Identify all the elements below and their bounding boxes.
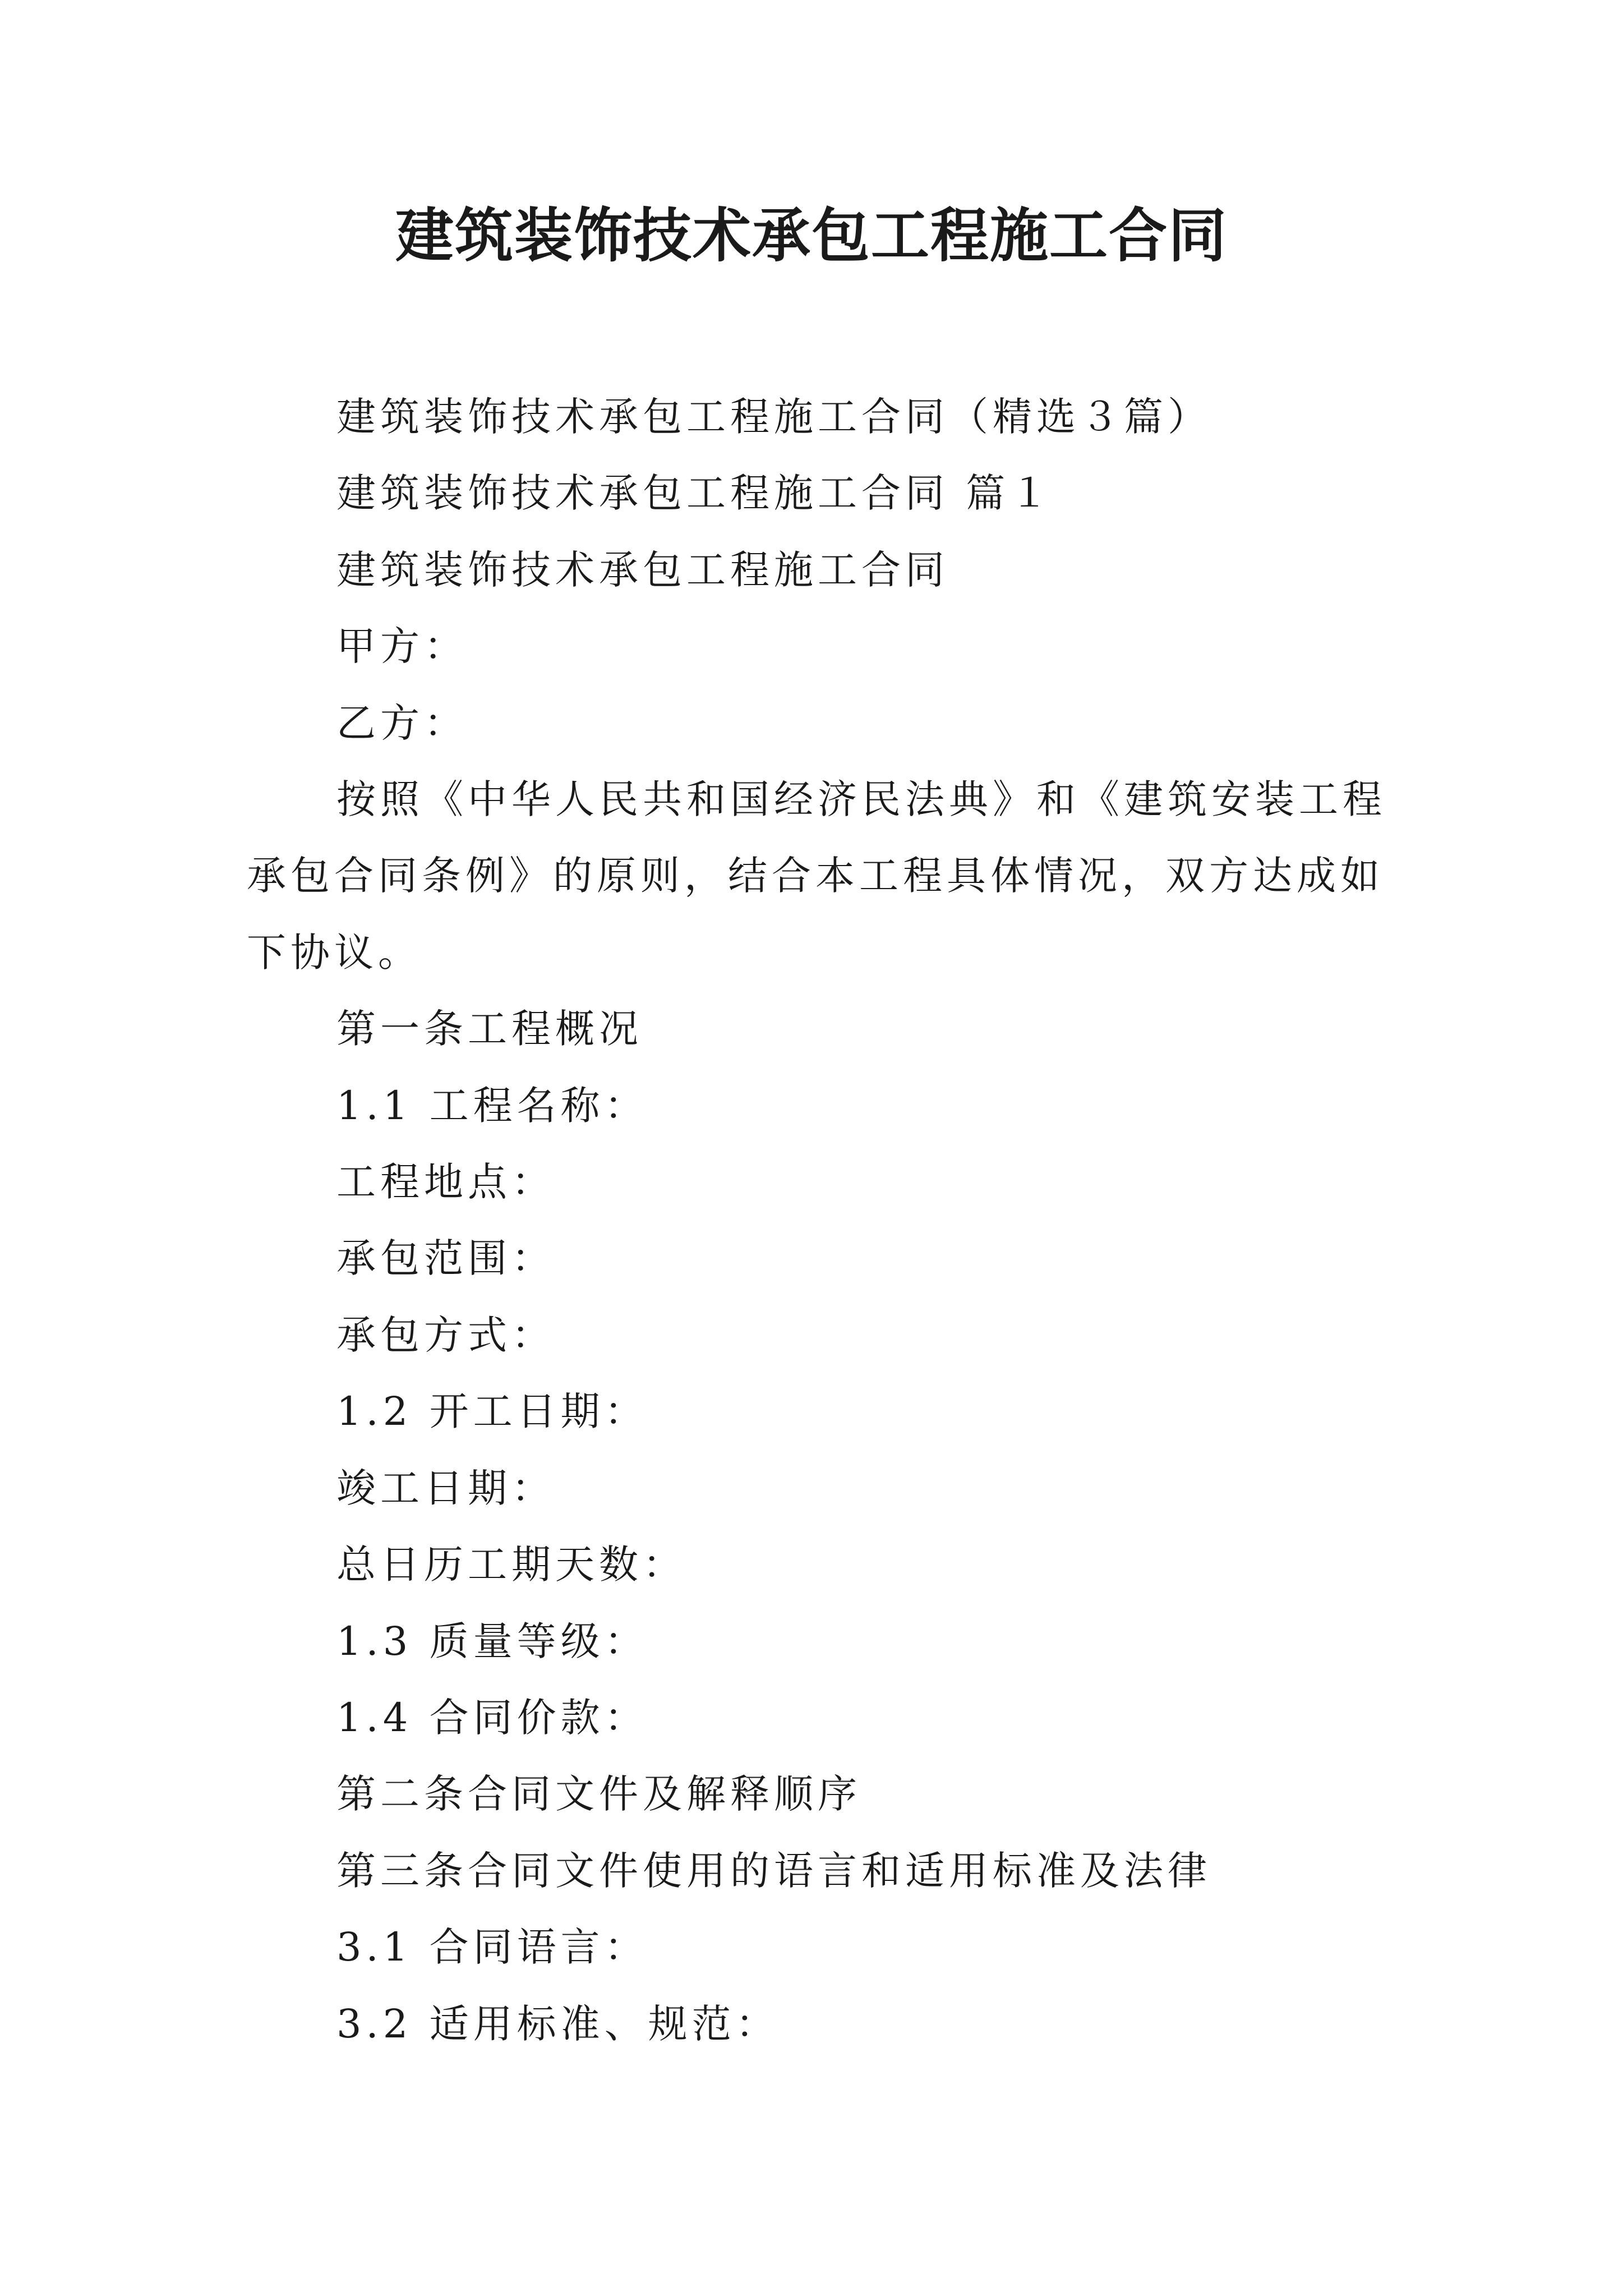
document-title: 建筑装饰技术承包工程施工合同 — [395, 201, 1228, 270]
paragraph-applicable-standards: 3.2 适用标准、规范： — [336, 2000, 780, 2047]
paragraph-article-3: 第三条合同文件使用的语言和适用标准及法律 — [336, 1847, 1211, 1894]
paragraph-contract-price: 1.4 合同价款： — [336, 1694, 648, 1741]
paragraph-contract-scope: 承包范围： — [336, 1235, 555, 1282]
paragraph-subtitle: 建筑装饰技术承包工程施工合同（精选３篇） — [336, 394, 1211, 440]
paragraph-article-1: 第一条工程概况 — [336, 1006, 643, 1052]
paragraph-total-days: 总日历工期天数： — [336, 1542, 686, 1588]
paragraph-article-2: 第二条合同文件及解释顺序 — [336, 1771, 861, 1818]
paragraph-party-a: 甲方： — [336, 623, 468, 670]
paragraph-contract-method: 承包方式： — [336, 1312, 555, 1358]
document-body — [247, 379, 1391, 2062]
paragraph-contract-language: 3.1 合同语言： — [336, 1924, 648, 1971]
paragraph-part-heading: 建筑装饰技术承包工程施工合同 篇１ — [336, 470, 1054, 517]
paragraph-project-location: 工程地点： — [336, 1159, 555, 1205]
paragraph-quality-grade: 1.3 质量等级： — [336, 1618, 648, 1664]
paragraph-preamble: 按照《中华人民共和国经济民法典》和《建筑安装工程承包合同条例》的原则，结合本工程具体情况，双方达成如下协议。 — [247, 776, 1386, 976]
paragraph-contract-name: 建筑装饰技术承包工程施工合同 — [336, 546, 949, 593]
paragraph-start-date: 1.2 开工日期： — [336, 1388, 648, 1435]
paragraph-project-name: 1.1 工程名称： — [336, 1082, 648, 1129]
paragraph-party-b: 乙方： — [336, 700, 468, 746]
paragraph-completion-date: 竣工日期： — [336, 1465, 555, 1511]
